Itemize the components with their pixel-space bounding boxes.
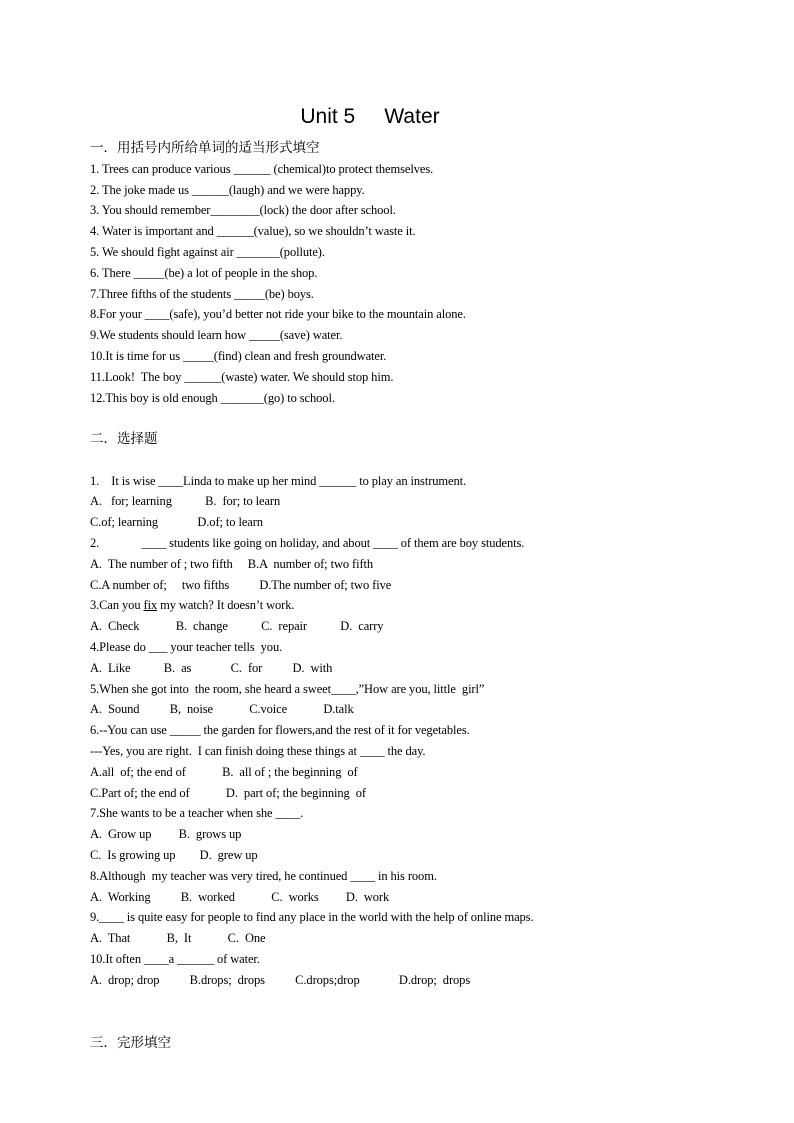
question-stem: 9.____ is quite easy for people to find any place in the world with the help of online maps. xyxy=(90,910,534,925)
question-text: my watch? It doesn’t work. xyxy=(157,598,295,613)
section-heading: 三．完形填空 xyxy=(90,1035,171,1051)
question-options: A. Like B. as C. for D. with xyxy=(90,660,333,675)
question-options: A.all of; the end of B. all of ; the beginning of xyxy=(90,764,358,779)
question-options: C.Part of; the end of D. part of; the beginning of xyxy=(90,785,366,800)
page-title: Unit 5 Water xyxy=(300,105,440,128)
question-item: 11.Look! The boy ______(waste) water. We should stop him. xyxy=(90,369,394,384)
question-stem: 2. ____ students like going on holiday, and about ____ of them are boy students. xyxy=(90,535,525,550)
question-stem: 1. It is wise ____Linda to make up her mind ______ to play an instrument. xyxy=(90,473,467,488)
question-options: A. drop; drop B.drops; drops C.drops;drop D.drop; drops xyxy=(90,972,471,987)
question-item: 5. We should fight against air _______(pollute). xyxy=(90,244,325,259)
question-stem: 6.--You can use _____ the garden for flowers,and the rest of it for vegetables. xyxy=(90,723,470,738)
question-item: 8.For your ____(safe), you’d better not ride your bike to the mountain alone. xyxy=(90,307,466,322)
question-options: A. Grow up B. grows up xyxy=(90,827,242,842)
question-item: 7.Three fifths of the students _____(be) boys. xyxy=(90,286,314,301)
question-options: C.A number of; two fifths D.The number of; two five xyxy=(90,577,392,592)
question-stem: 8.Although my teacher was very tired, he continued ____ in his room. xyxy=(90,868,437,883)
question-options: A. That B, It C. One xyxy=(90,931,266,946)
section-cloze xyxy=(90,1033,710,1054)
question-stem: 10.It often ____a ______ of water. xyxy=(90,951,260,966)
question-text: 3.Can you xyxy=(90,598,144,613)
section-fill-in-blanks xyxy=(90,138,710,408)
question-options: A. Working B. worked C. works D. work xyxy=(90,889,390,904)
question-options: A. Sound B, noise C.voice D.talk xyxy=(90,702,354,717)
question-item: 3. You should remember________(lock) the door after school. xyxy=(90,203,396,218)
question-stem: 7.She wants to be a teacher when she ____. xyxy=(90,806,304,821)
question-stem: 4.Please do ___ your teacher tells you. xyxy=(90,639,283,654)
question-stem: 5.When she got into the room, she heard a sweet____,”How are you, little girl” xyxy=(90,681,485,696)
section-heading: 一．用括号内所给单词的适当形式填空 xyxy=(90,140,320,156)
section-heading: 二．选择题 xyxy=(90,431,158,447)
question-options: C.of; learning D.of; to learn xyxy=(90,515,263,530)
question-stem xyxy=(90,595,710,616)
question-item: 1. Trees can produce various ______ (chemical)to protect themselves. xyxy=(90,161,434,176)
question-item: 9.We students should learn how _____(save) water. xyxy=(90,328,343,343)
question-item: 12.This boy is old enough _______(go) to school. xyxy=(90,390,335,405)
question-options: A. Check B. change C. repair D. carry xyxy=(90,619,384,634)
question-item: 4. Water is important and ______(value), so we shouldn’t waste it. xyxy=(90,224,416,239)
question-item: 10.It is time for us _____(find) clean and fresh groundwater. xyxy=(90,348,387,363)
question-item: 2. The joke made us ______(laugh) and we were happy. xyxy=(90,182,365,197)
question-stem: ---Yes, you are right. I can finish doing these things at ____ the day. xyxy=(90,743,426,758)
question-options: A. The number of ; two fifth B.A number of; two fifth xyxy=(90,556,374,571)
question-options: A. for; learning B. for; to learn xyxy=(90,494,281,509)
underlined-word: fix xyxy=(143,598,158,613)
section-multiple-choice xyxy=(90,429,710,991)
question-options: C. Is growing up D. grew up xyxy=(90,847,258,862)
question-item: 6. There _____(be) a lot of people in the shop. xyxy=(90,265,318,280)
